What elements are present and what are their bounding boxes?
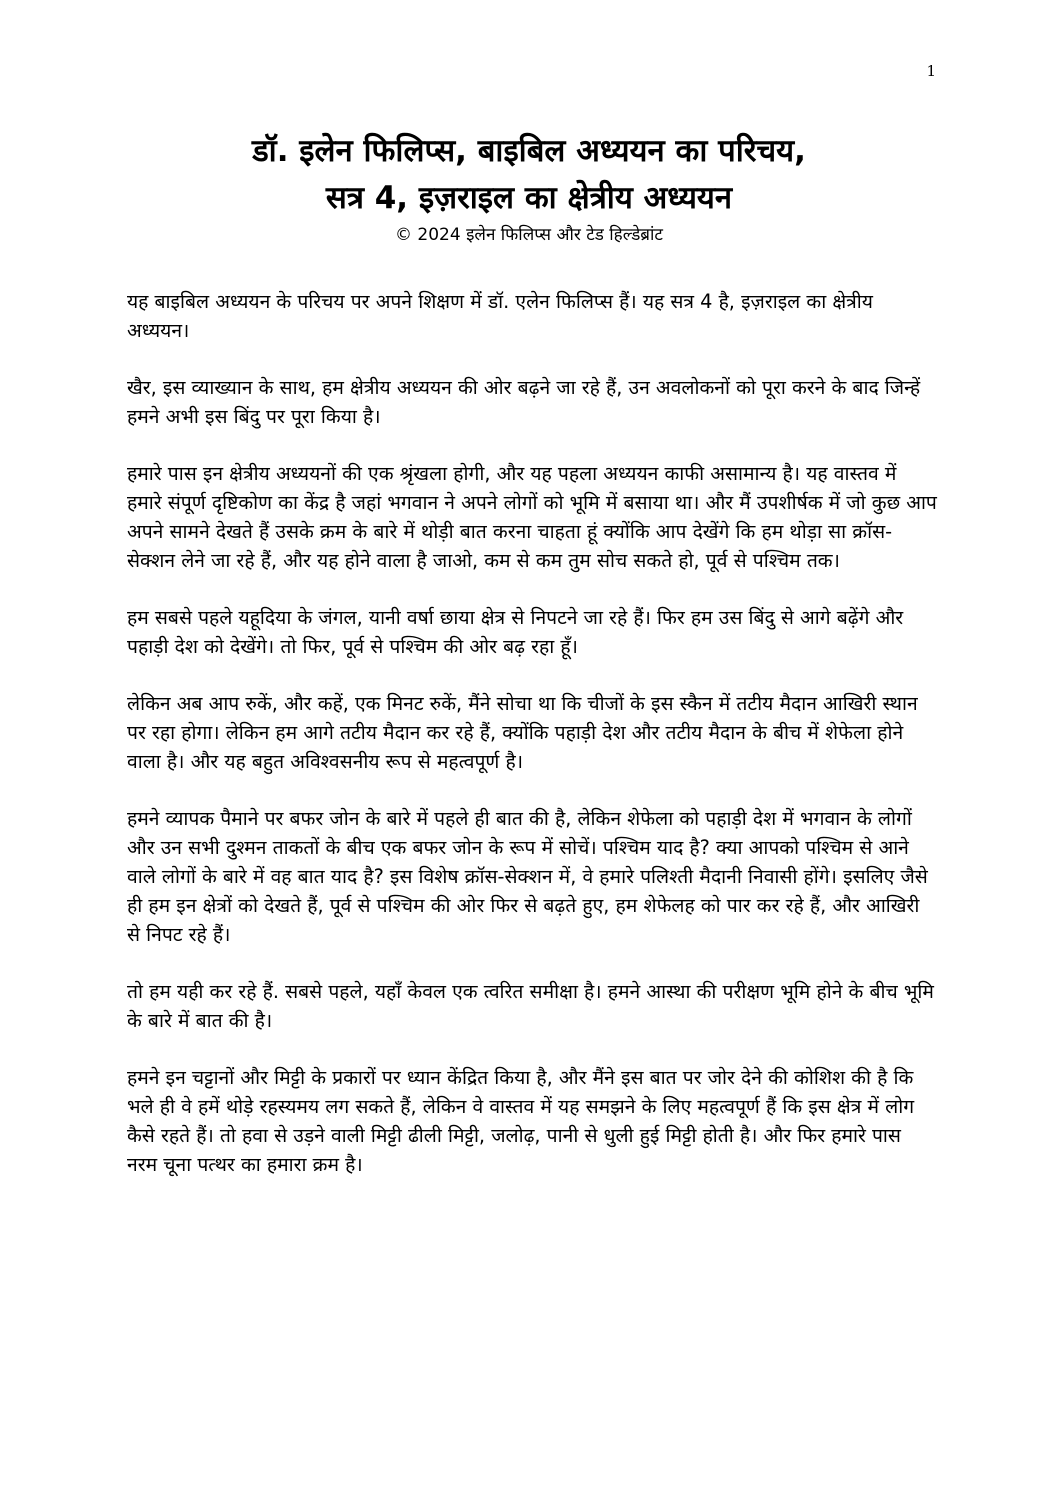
document-title [100, 128, 958, 222]
paragraph: लेकिन अब आप रुकें, और कहें, एक मिनट रुकें, मैंने सोचा था कि चीजों के इस स्कैन में तटीय मैदान आखिरी स्थान पर रहा होगा। लेकिन हम आगे तटीय मैदान कर रहे हैं, क्योंकि पहाड़ी देश और तटीय मैदान के बीच में शेफेला होने वाला है। और यह बहुत अविश्वसनीय रूप से महत्वपूर्ण है। [127, 692, 918, 773]
paragraph: तो हम यही कर रहे हैं. सबसे पहले, यहाँ केवल एक त्वरित समीक्षा है। हमने आस्था की परीक्षण भूमि होने के बीच भूमि के बारे में बात की है। [127, 980, 934, 1032]
title-line-2: सत्र 4, इज़राइल का क्षेत्रीय अध्ययन [325, 180, 733, 216]
paragraph: यह बाइबिल अध्ययन के परिचय पर अपने शिक्षण में डॉ. एलेन फिलिप्स हैं। यह सत्र 4 है, इज़राइल का क्षेत्रीय अध्ययन। [127, 290, 873, 342]
paragraph: हम सबसे पहले यहूदिया के जंगल, यानी वर्षा छाया क्षेत्र से निपटने जा रहे हैं। फिर हम उस बिंदु से आगे बढ़ेंगे और पहाड़ी देश को देखेंगे। तो फिर, पूर्व से पश्चिम की ओर बढ़ रहा हूँ। [127, 606, 904, 658]
paragraph: हमने इन चट्टानों और मिट्टी के प्रकारों पर ध्यान केंद्रित किया है, और मैंने इस बात पर जोर देने की कोशिश की है कि भले ही वे हमें थोड़े रहस्यमय लग सकते हैं, लेकिन वे वास्तव में यह समझने के लिए महत्वपूर्ण हैं कि इस क्षेत्र में लोग कैसे रहते हैं। तो हवा से उड़ने वाली मिट्टी ढीली मिट्टी, जलोढ़, पानी से धुली हुई मिट्टी होती है। और फिर हमारे पास नरम चूना पत्थर का हमारा क्रम है। [127, 1066, 915, 1176]
document-header [100, 128, 958, 248]
copyright-line: © 2024 इलेन फिलिप्स और टेड हिल्डेब्रांट [395, 225, 663, 245]
paragraph: हमने व्यापक पैमाने पर बफर जोन के बारे में पहले ही बात की है, लेकिन शेफेला को पहाड़ी देश में भगवान के लोगों और उन सभी दुश्मन ताकतों के बीच एक बफर जोन के रूप में सोचें। पश्चिम याद है? क्या आपको पश्चिम से आने वाले लोगों के बारे में वह बात याद है? इस विशेष क्रॉस-सेक्शन में, वे हमारे पलिश्ती मैदानी निवासी होंगे। इसलिए जैसे ही हम इन क्षेत्रों को देखते हैं, पूर्व से पश्चिम की ओर फिर से बढ़ते हुए, हम शेफेलह को पार कर रहे हैं, और आखिरी से निपट रहे हैं। [127, 807, 928, 946]
page-number: 1 [926, 62, 936, 80]
paragraph: हमारे पास इन क्षेत्रीय अध्ययनों की एक श्रृंखला होगी, और यह पहला अध्ययन काफी असामान्य है। यह वास्तव में हमारे संपूर्ण दृष्टिकोण का केंद्र है जहां भगवान ने अपने लोगों को भूमि में बसाया था। और मैं उपशीर्षक में जो कुछ आप अपने सामने देखते हैं उसके क्रम के बारे में थोड़ी बात करना चाहता हूं क्योंकि आप देखेंगे कि हम थोड़ा सा क्रॉस-सेक्शन लेने जा रहे हैं, और यह होने वाला है जाओ, कम से कम तुम सोच सकते हो, पूर्व से पश्चिम तक। [127, 462, 937, 572]
paragraph: खैर, इस व्याख्यान के साथ, हम क्षेत्रीय अध्ययन की ओर बढ़ने जा रहे हैं, उन अवलोकनों को पूरा करने के बाद जिन्हें हमने अभी इस बिंदु पर पूरा किया है। [127, 376, 921, 428]
title-line-1: डॉ. इलेन फिलिप्स, बाइबिल अध्ययन का परिचय, [252, 133, 806, 169]
document-body [127, 287, 937, 1207]
